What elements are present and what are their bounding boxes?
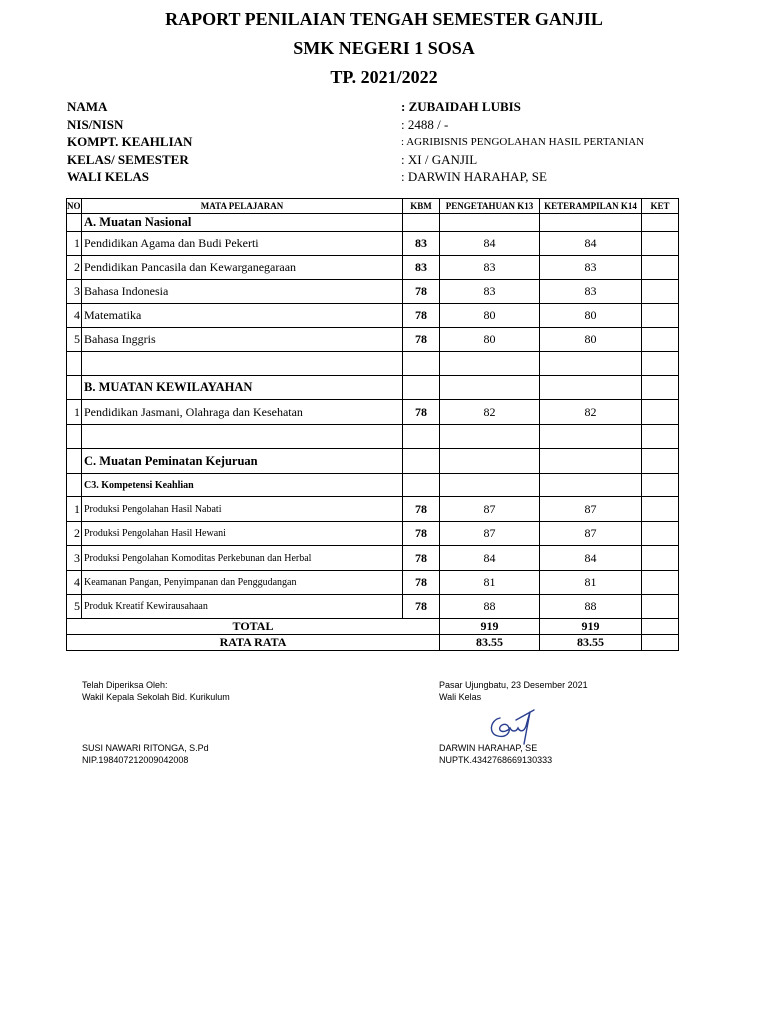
homeroom-name: DARWIN HARAHAP, SE bbox=[439, 743, 538, 753]
kompt-label: KOMPT. KEAHLIAN bbox=[67, 134, 193, 149]
row-k13: 80 bbox=[440, 328, 540, 352]
vice-principal-title: Wakil Kepala Sekolah Bid. Kurikulum bbox=[82, 692, 230, 702]
row-k13: 83 bbox=[440, 280, 540, 304]
row-no: 1 bbox=[67, 497, 82, 522]
row-kbm: 78 bbox=[403, 571, 440, 595]
table-row bbox=[67, 280, 679, 304]
row-k14: 83 bbox=[540, 256, 642, 280]
row-ket bbox=[642, 304, 679, 328]
row-k14: 88 bbox=[540, 595, 642, 619]
row-no: 5 bbox=[67, 328, 82, 352]
vice-principal-name: SUSI NAWARI RITONGA, S.Pd bbox=[82, 743, 209, 753]
row-k14: 81 bbox=[540, 571, 642, 595]
table-row bbox=[67, 522, 679, 546]
table-row bbox=[67, 400, 679, 425]
row-k13: 81 bbox=[440, 571, 540, 595]
table-row bbox=[67, 304, 679, 328]
row-kbm: 78 bbox=[403, 497, 440, 522]
kelas-label: KELAS/ SEMESTER bbox=[67, 151, 189, 167]
row-ket bbox=[642, 595, 679, 619]
row-k13: 84 bbox=[440, 232, 540, 256]
col-no: NO bbox=[67, 199, 82, 214]
average-k13: 83.55 bbox=[440, 635, 540, 651]
row-kbm: 83 bbox=[403, 232, 440, 256]
table-row bbox=[67, 256, 679, 280]
row-kbm: 78 bbox=[403, 304, 440, 328]
school-name: SMK NEGERI 1 SOSA bbox=[293, 38, 475, 58]
row-k13: 82 bbox=[440, 400, 540, 425]
nis-label: NIS/NISN bbox=[67, 116, 124, 132]
table-row bbox=[67, 571, 679, 595]
row-ket bbox=[642, 571, 679, 595]
row-no: 2 bbox=[67, 256, 82, 280]
row-ket bbox=[642, 256, 679, 280]
row-subject: Produksi Pengolahan Hasil Nabati bbox=[82, 497, 403, 522]
homeroom-nuptk: NUPTK.4342768669130333 bbox=[439, 755, 553, 765]
row-no: 3 bbox=[67, 546, 82, 571]
wali-value: : DARWIN HARAHAP, SE bbox=[401, 169, 547, 184]
row-kbm: 78 bbox=[403, 328, 440, 352]
row-k13: 83 bbox=[440, 256, 540, 280]
row-subject: Bahasa Indonesia bbox=[82, 280, 403, 304]
row-k13: 88 bbox=[440, 595, 540, 619]
average-row bbox=[67, 635, 679, 651]
row-no: 1 bbox=[67, 400, 82, 425]
row-k14: 83 bbox=[540, 280, 642, 304]
row-no: 3 bbox=[67, 280, 82, 304]
row-k13: 80 bbox=[440, 304, 540, 328]
row-no: 4 bbox=[67, 571, 82, 595]
row-ket bbox=[642, 497, 679, 522]
row-subject: Keamanan Pangan, Penyimpanan dan Penggudangan bbox=[82, 571, 403, 595]
row-kbm: 78 bbox=[403, 522, 440, 546]
average-label: RATA RATA bbox=[67, 635, 440, 651]
row-k13: 84 bbox=[440, 546, 540, 571]
left-signature-block bbox=[82, 679, 230, 703]
name-label: NAMA bbox=[67, 99, 108, 114]
section-a-row bbox=[67, 214, 679, 232]
row-k14: 84 bbox=[540, 546, 642, 571]
total-k14: 919 bbox=[540, 619, 642, 635]
row-no: 2 bbox=[67, 522, 82, 546]
empty-row bbox=[67, 352, 679, 376]
right-signature-block bbox=[439, 679, 588, 703]
grades-table bbox=[66, 198, 679, 651]
row-kbm: 78 bbox=[403, 400, 440, 425]
total-label: TOTAL bbox=[67, 619, 440, 635]
wali-label: WALI KELAS bbox=[67, 169, 149, 184]
name-value: : ZUBAIDAH LUBIS bbox=[401, 99, 521, 114]
nis-value: : 2488 / - bbox=[401, 116, 449, 132]
kelas-value: : XI / GANJIL bbox=[401, 151, 478, 167]
row-k13: 87 bbox=[440, 522, 540, 546]
homeroom-title: Wali Kelas bbox=[439, 692, 482, 702]
table-row bbox=[67, 497, 679, 522]
subsection-c3-title: C3. Kompetensi Keahlian bbox=[82, 474, 403, 497]
row-k14: 80 bbox=[540, 328, 642, 352]
row-kbm: 78 bbox=[403, 280, 440, 304]
row-no: 4 bbox=[67, 304, 82, 328]
row-k13: 87 bbox=[440, 497, 540, 522]
row-k14: 84 bbox=[540, 232, 642, 256]
table-row bbox=[67, 546, 679, 571]
table-row bbox=[67, 595, 679, 619]
place-date: Pasar Ujungbatu, 23 Desember 2021 bbox=[439, 680, 588, 690]
row-kbm: 78 bbox=[403, 546, 440, 571]
row-subject: Pendidikan Pancasila dan Kewarganegaraan bbox=[82, 256, 403, 280]
total-k13: 919 bbox=[440, 619, 540, 635]
total-row bbox=[67, 619, 679, 635]
kompt-value: : AGRIBISNIS PENGOLAHAN HASIL PERTANIAN bbox=[401, 136, 645, 148]
row-ket bbox=[642, 546, 679, 571]
student-info bbox=[67, 99, 687, 187]
right-signer bbox=[439, 742, 552, 766]
row-k14: 87 bbox=[540, 522, 642, 546]
row-subject: Matematika bbox=[82, 304, 403, 328]
average-k14: 83.55 bbox=[540, 635, 642, 651]
left-signer bbox=[82, 742, 209, 766]
row-subject: Produksi Pengolahan Hasil Hewani bbox=[82, 522, 403, 546]
row-subject: Produk Kreatif Kewirausahaan bbox=[82, 595, 403, 619]
section-b-title: B. MUATAN KEWILAYAHAN bbox=[82, 376, 403, 400]
table-row bbox=[67, 232, 679, 256]
vice-principal-nip: NIP.198407212009042008 bbox=[82, 755, 189, 765]
empty-row bbox=[67, 425, 679, 449]
row-ket bbox=[642, 280, 679, 304]
col-k13: PENGETAHUAN K13 bbox=[440, 199, 540, 214]
row-kbm: 83 bbox=[403, 256, 440, 280]
row-kbm: 78 bbox=[403, 595, 440, 619]
row-no: 1 bbox=[67, 232, 82, 256]
row-k14: 80 bbox=[540, 304, 642, 328]
section-c-row bbox=[67, 449, 679, 474]
row-subject: Produksi Pengolahan Komoditas Perkebunan dan Herbal bbox=[82, 546, 403, 571]
col-subject: MATA PELAJARAN bbox=[82, 199, 403, 214]
row-ket bbox=[642, 400, 679, 425]
checked-by-label: Telah Diperiksa Oleh: bbox=[82, 680, 168, 690]
row-no: 5 bbox=[67, 595, 82, 619]
col-kbm: KBM bbox=[403, 199, 440, 214]
col-k14: KETERAMPILAN K14 bbox=[540, 199, 642, 214]
row-subject: Pendidikan Agama dan Budi Pekerti bbox=[82, 232, 403, 256]
header-row bbox=[67, 199, 679, 214]
row-k14: 82 bbox=[540, 400, 642, 425]
row-k14: 87 bbox=[540, 497, 642, 522]
col-ket: KET bbox=[642, 199, 679, 214]
report-title: RAPORT PENILAIAN TENGAH SEMESTER GANJIL bbox=[165, 9, 603, 29]
section-c-title: C. Muatan Peminatan Kejuruan bbox=[82, 449, 403, 474]
row-ket bbox=[642, 522, 679, 546]
row-ket bbox=[642, 328, 679, 352]
row-ket bbox=[642, 232, 679, 256]
section-a-title: A. Muatan Nasional bbox=[82, 214, 403, 232]
table-row bbox=[67, 328, 679, 352]
academic-year: TP. 2021/2022 bbox=[330, 67, 438, 87]
subsection-c3-row bbox=[67, 474, 679, 497]
row-subject: Pendidikan Jasmani, Olahraga dan Kesehatan bbox=[82, 400, 403, 425]
report-header bbox=[0, 5, 768, 92]
section-b-row bbox=[67, 376, 679, 400]
row-subject: Bahasa Inggris bbox=[82, 328, 403, 352]
